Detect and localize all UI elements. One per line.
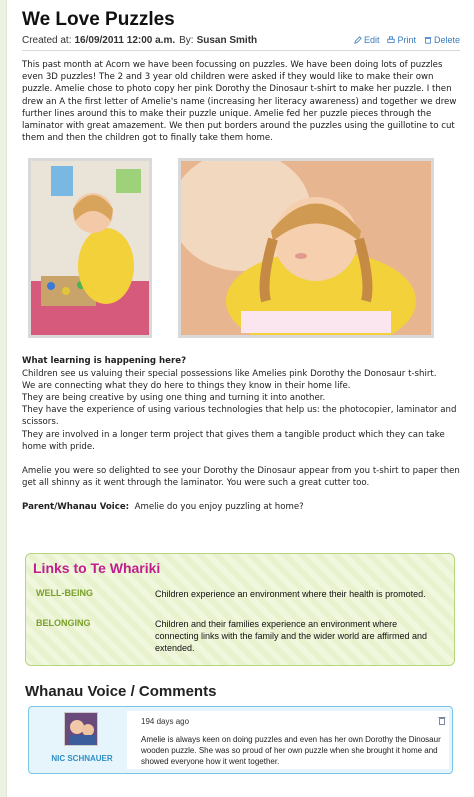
post-paragraph-2: Amelie you were so delighted to see your Dorothy the Dinosaur appear from you t-shirt to paper then get all shinny as it went through the laminator. You were such a great cutter too.	[22, 466, 460, 489]
whariki-key: BELONGING	[36, 618, 91, 628]
photo-gallery	[22, 158, 460, 344]
post-actions	[354, 35, 460, 45]
author-name: Susan Smith	[196, 34, 258, 46]
learning-section	[22, 355, 460, 453]
whariki-key: WELL-BEING	[36, 588, 93, 598]
print-link[interactable]	[387, 35, 416, 45]
delete-label: Delete	[433, 35, 460, 45]
post-body-text: This past month at Acorn we have been focussing on puzzles. We have been doing lots of puzzles even 3D puzzles! The 2 and 3 year old children were asked if they would like to make their own puzzle. Amelie chose to photo copy her pink Dorothy the Dinosaur t-shirt to make her puzzle. I then drew an A the first letter of Amelie's name (increasing her literacy awareness) and together we drew further lines around this to make their puzzle unique. Amelie fed her puzzle pieces through the laminator with great amazement. We then put borders around the puzzles using the guillotine to cut them and then the children got to finally take them home.	[22, 60, 457, 144]
learning-line: They are involved in a longer term project that gives them a tangible product which they can take home with pride.	[22, 429, 445, 452]
commenter-name[interactable]: NIC SCHNAUER	[51, 754, 113, 763]
created-value: 16/09/2011 12:00 a.m.	[74, 34, 176, 46]
comment-date: 194 days ago	[141, 717, 190, 726]
comment-item	[28, 706, 453, 774]
learning-line: They have the experience of using various technologies that help us: the photocopier, laminator and scissors.	[22, 405, 457, 428]
by-label: By:	[179, 34, 194, 46]
parent-voice-text: Amelie do you enjoy puzzling at home?	[134, 502, 304, 513]
parent-voice	[22, 501, 460, 513]
photo-child-reading[interactable]	[178, 158, 434, 338]
created-label: Created at:	[22, 34, 72, 46]
delete-icon	[424, 36, 432, 44]
print-label: Print	[397, 35, 416, 45]
te-whariki-box	[25, 553, 455, 666]
post-meta	[22, 33, 460, 47]
post	[22, 8, 460, 514]
comments-heading: Whanau Voice / Comments	[25, 683, 217, 700]
learning-line: We are connecting what they do here to things they know in their home life.	[22, 380, 351, 391]
post-body	[22, 59, 460, 144]
learning-line: They are being creative by using one thing and turning it into another.	[22, 393, 326, 404]
trash-icon[interactable]	[438, 716, 446, 725]
photo-child-puzzle[interactable]	[28, 158, 152, 338]
pencil-icon	[354, 36, 362, 44]
learning-line: Children see us valuing their special possessions like Amelies pink Dorothy the Donosaur t-shirt.	[22, 368, 437, 379]
learning-heading: What learning is happening here?	[22, 356, 187, 367]
whariki-value: Children and their families experience an environment where connecting links with the family and the wider world are affirmed and extended.	[155, 619, 427, 653]
delete-link[interactable]	[424, 35, 460, 45]
te-whariki-title: Links to Te Whariki	[33, 560, 161, 576]
parent-voice-label: Parent/Whanau Voice:	[22, 502, 130, 513]
post-title: We Love Puzzles	[22, 9, 175, 30]
edit-label: Edit	[363, 35, 380, 45]
avatar	[64, 712, 98, 746]
comment-text: Amelie is always keen on doing puzzles and even has her own Dorothy the Dinosaur wooden puzzle. She was so proud of her own puzzle when she brought it home and showed everyone how it went together.	[141, 735, 441, 766]
whariki-value: Children experience an environment where their health is promoted.	[155, 589, 426, 599]
printer-icon	[387, 36, 395, 44]
left-sidebar-strip	[0, 0, 7, 797]
title-divider	[22, 50, 460, 51]
edit-link[interactable]	[354, 35, 380, 45]
